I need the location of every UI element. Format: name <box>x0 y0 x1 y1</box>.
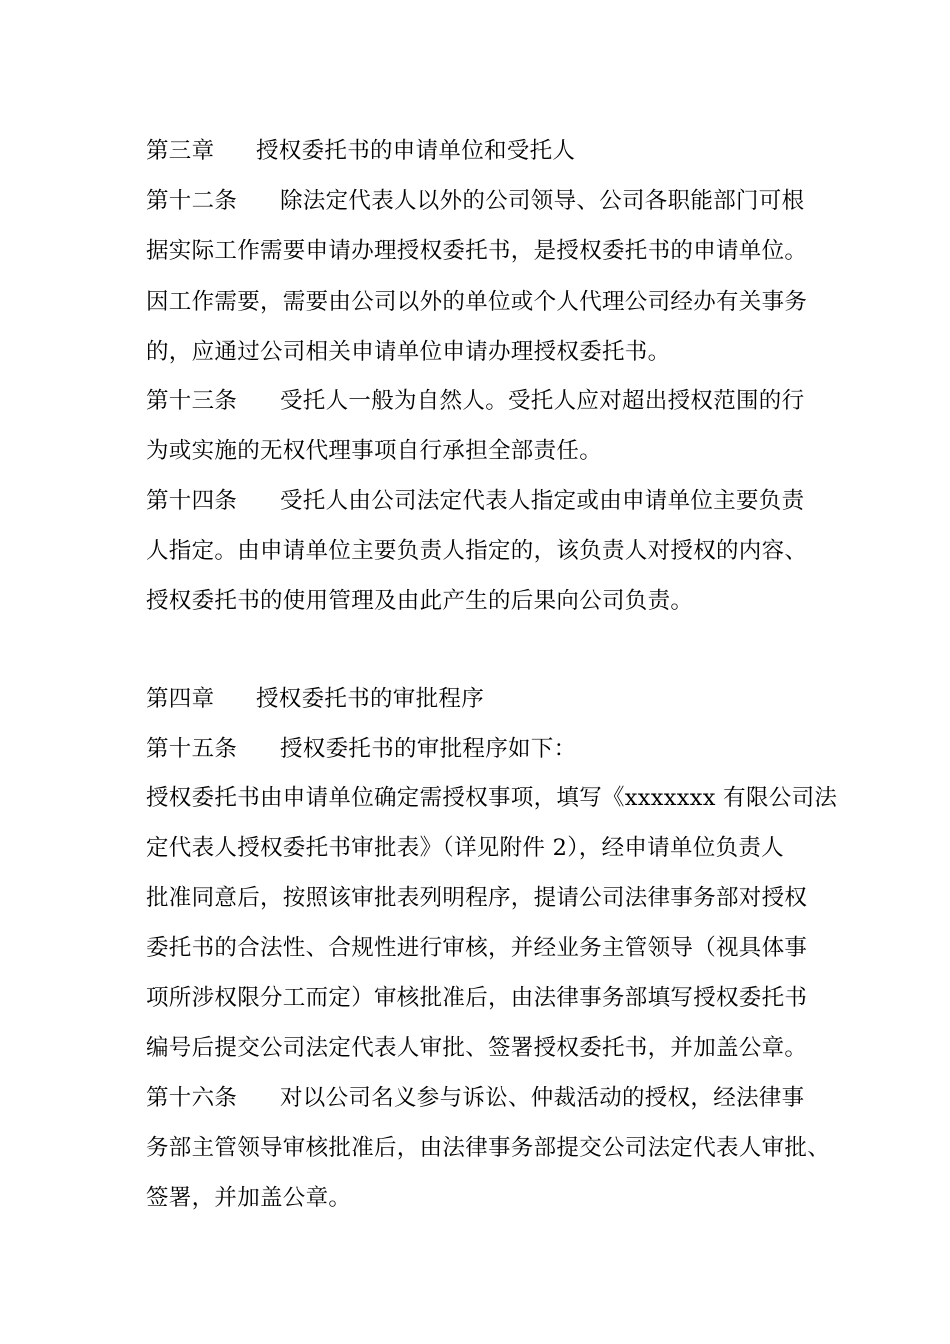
paragraph-line: 委托书的合法性、合规性进行审核，并经业务主管领导（视具体事 <box>146 935 808 961</box>
article-16 <box>146 1083 804 1113</box>
article-label: 第十六条 <box>146 1085 238 1111</box>
paragraph-line: 编号后提交公司法定代表人审批、签署授权委托书，并加盖公章。 <box>146 1035 808 1061</box>
paragraph-line: 签署，并加盖公章。 <box>146 1185 352 1211</box>
paragraph-line: 受托人一般为自然人。受托人应对超出授权范围的行 <box>280 388 805 414</box>
article-label: 第十二条 <box>146 188 238 214</box>
article-13 <box>146 386 804 416</box>
paragraph-line: 受托人由公司法定代表人指定或由申请单位主要负责 <box>280 488 805 514</box>
chapter-3-heading <box>146 136 575 166</box>
paragraph-line: 批准同意后，按照该审批表列明程序，提请公司法律事务部对授权 <box>146 885 808 911</box>
article-label: 第十五条 <box>146 736 238 762</box>
paragraph-line: 因工作需要，需要由公司以外的单位或个人代理公司经办有关事务 <box>146 289 808 315</box>
paragraph-line: 授权委托书的审批程序如下： <box>280 736 577 762</box>
chapter-label: 第四章 <box>146 686 215 712</box>
chapter-label: 第三章 <box>146 138 215 164</box>
paragraph-line: 据实际工作需要申请办理授权委托书，是授权委托书的申请单位。 <box>146 238 808 264</box>
paragraph-line: 人指定。由申请单位主要负责人指定的，该负责人对授权的内容、 <box>146 538 808 564</box>
article-label: 第十四条 <box>146 488 238 514</box>
paragraph-line: 除法定代表人以外的公司领导、公司各职能部门可根 <box>280 188 805 214</box>
paragraph-line: 授权委托书由申请单位确定需授权事项，填写《xxxxxxx 有限公司法 <box>146 785 838 811</box>
paragraph-line: 授权委托书的使用管理及由此产生的后果向公司负责。 <box>146 588 694 614</box>
chapter-title: 授权委托书的申请单位和受托人 <box>256 138 576 164</box>
chapter-title: 授权委托书的审批程序 <box>256 686 485 712</box>
paragraph-line: 为或实施的无权代理事项自行承担全部责任。 <box>146 438 603 464</box>
paragraph-line: 定代表人授权委托书审批表》（详见附件 2），经申请单位负责人 <box>146 835 784 861</box>
paragraph-line: 项所涉权限分工而定）审核批准后，由法律事务部填写授权委托书 <box>146 985 808 1011</box>
article-14 <box>146 486 804 516</box>
chapter-4-heading <box>146 684 484 714</box>
paragraph-line: 务部主管领导审核批准后，由法律事务部提交公司法定代表人审批、 <box>146 1135 831 1161</box>
article-12 <box>146 186 804 216</box>
paragraph-line: 对以公司名义参与诉讼、仲裁活动的授权，经法律事 <box>280 1085 805 1111</box>
article-15 <box>146 734 576 764</box>
article-label: 第十三条 <box>146 388 238 414</box>
paragraph-line: 的，应通过公司相关申请单位申请办理授权委托书。 <box>146 339 671 365</box>
